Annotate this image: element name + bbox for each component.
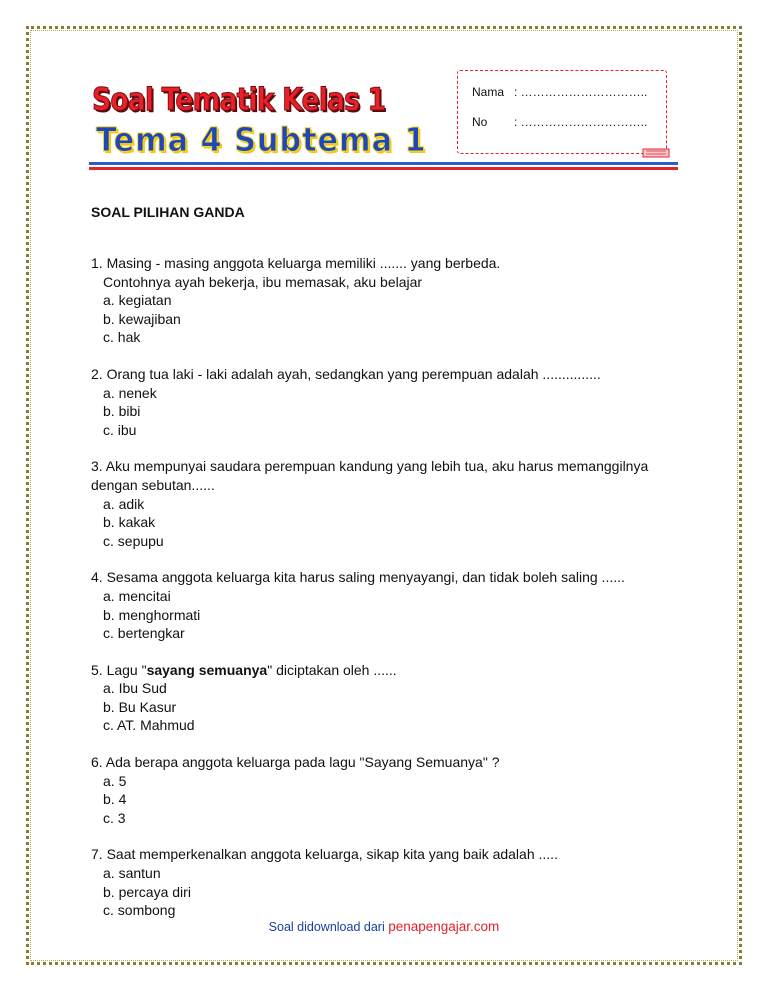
question-5: [91, 661, 721, 735]
option-b: b. kewajiban: [103, 310, 181, 327]
question-6: [91, 753, 721, 827]
option-b: b. Bu Kasur: [103, 698, 177, 715]
question-7: [91, 845, 721, 919]
name-blank: : …………………………..: [514, 85, 648, 99]
option-c: c. AT. Mahmud: [103, 717, 195, 734]
option-b: b. 4: [103, 791, 127, 808]
title-line-2: Tema 4 Subtema 1: [96, 120, 427, 159]
question-prefix: 5. Lagu ": [91, 661, 147, 678]
song-title: sayang semuanya: [146, 661, 268, 678]
question-text: 4. Sesama anggota keluarga kita harus saling menyayangi, dan tidak boleh saling ......: [91, 569, 625, 586]
footer-site-link[interactable]: penapengajar.com: [388, 919, 500, 934]
option-a: a. santun: [103, 865, 161, 882]
question-text: 2. Orang tua laki - laki adalah ayah, sedangkan yang perempuan adalah ...............: [91, 365, 601, 382]
option-b: b. kakak: [103, 514, 156, 531]
number-label: No: [472, 115, 488, 129]
question-text: [91, 661, 721, 680]
option-a: a. Ibu Sud: [103, 680, 167, 697]
footer-text: Soal didownload dari: [268, 920, 385, 934]
option-c: c. bertengkar: [103, 625, 185, 642]
question-text: 3. Aku mempunyai saudara perempuan kandung yang lebih tua, aku harus memanggilnya: [91, 458, 649, 475]
footer: [0, 919, 768, 934]
option-c: c. sepupu: [103, 532, 164, 549]
option-c: c. sombong: [103, 902, 176, 919]
number-field[interactable]: [472, 115, 647, 129]
question-2: [91, 365, 721, 439]
header-rule-blue: [89, 162, 678, 165]
option-a: a. adik: [103, 495, 145, 512]
header-rule-red: [89, 167, 678, 170]
question-3: [91, 457, 721, 550]
student-id-box: [457, 70, 667, 154]
option-a: a. kegiatan: [103, 292, 172, 309]
question-4: [91, 568, 721, 642]
ribbon-tag-icon: [642, 147, 672, 159]
question-1: [91, 254, 721, 347]
option-b: b. menghormati: [103, 606, 201, 623]
question-text-continued: dengan sebutan......: [91, 476, 215, 493]
section-heading: SOAL PILIHAN GANDA: [91, 204, 245, 220]
option-c: c. hak: [103, 329, 141, 346]
option-b: b. bibi: [103, 403, 141, 420]
option-c: c. ibu: [103, 421, 137, 438]
number-blank: : …………………………..: [514, 115, 648, 129]
question-list: [91, 254, 721, 938]
option-b: b. percaya diri: [103, 883, 191, 900]
question-text: 1. Masing - masing anggota keluarga memiliki ....... yang berbeda.: [91, 255, 501, 271]
question-suffix: " diciptakan oleh ......: [267, 661, 397, 678]
option-a: a. mencitai: [103, 587, 171, 604]
name-field[interactable]: [472, 85, 647, 99]
question-text: 7. Saat memperkenalkan anggota keluarga, sikap kita yang baik adalah .....: [91, 846, 558, 863]
name-label: Nama: [472, 85, 505, 99]
option-c: c. 3: [103, 809, 126, 826]
option-a: a. 5: [103, 772, 127, 789]
question-text: 6. Ada berapa anggota keluarga pada lagu "Sayang Semuanya" ?: [91, 754, 500, 771]
option-a: a. nenek: [103, 384, 157, 401]
question-example: Contohnya ayah bekerja, ibu memasak, aku belajar: [103, 273, 423, 290]
title-line-1: Soal Tematik Kelas 1: [92, 82, 386, 118]
